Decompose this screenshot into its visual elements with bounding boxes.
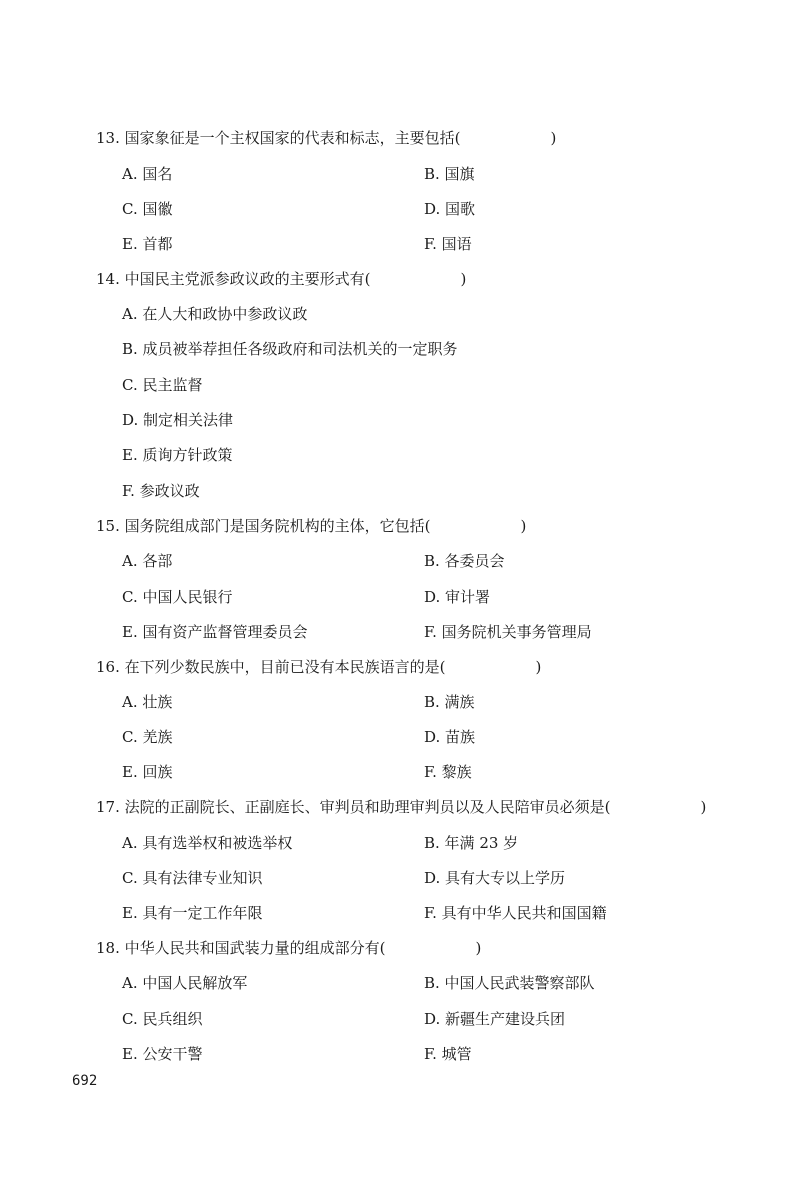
question-14-option-b: B. 成员被举荐担任各级政府和司法机关的一定职务 bbox=[122, 340, 458, 358]
question-17-option-c: C. 具有法律专业知识 bbox=[122, 869, 263, 887]
question-number: 15. bbox=[96, 517, 120, 535]
question-15-stem bbox=[96, 516, 526, 536]
question-14-option-a: A. 在人大和政协中参政议政 bbox=[122, 305, 308, 323]
question-15-option-b: B. 各委员会 bbox=[424, 552, 505, 570]
question-text: 国家象征是一个主权国家的代表和标志，主要包括( ) bbox=[124, 129, 557, 147]
question-17-option-b: B. 年满 23 岁 bbox=[424, 834, 519, 852]
question-16-option-c: C. 羌族 bbox=[122, 728, 173, 746]
question-number: 14. bbox=[96, 270, 120, 288]
question-number: 18. bbox=[96, 939, 120, 957]
question-text: 中国民主党派参政议政的主要形式有( ) bbox=[124, 270, 467, 288]
question-16-option-f: F. 黎族 bbox=[424, 763, 472, 781]
question-text: 中华人民共和国武装力量的组成部分有( ) bbox=[124, 939, 482, 957]
question-13-stem bbox=[96, 128, 556, 148]
question-17-option-d: D. 具有大专以上学历 bbox=[424, 869, 566, 887]
question-13-option-c: C. 国徽 bbox=[122, 200, 173, 218]
question-text: 在下列少数民族中，目前已没有本民族语言的是( ) bbox=[124, 658, 542, 676]
question-15-option-c: C. 中国人民银行 bbox=[122, 588, 233, 606]
question-text: 法院的正副院长、正副庭长、审判员和助理审判员以及人民陪审员必须是( ) bbox=[124, 798, 707, 816]
question-17-option-f: F. 具有中华人民共和国国籍 bbox=[424, 904, 607, 922]
question-15-option-e: E. 国有资产监督管理委员会 bbox=[122, 623, 308, 641]
question-18-option-f: F. 城管 bbox=[424, 1045, 472, 1063]
question-15-option-a: A. 各部 bbox=[122, 552, 173, 570]
question-16-stem bbox=[96, 657, 541, 677]
question-14-option-d: D. 制定相关法律 bbox=[122, 411, 234, 429]
question-14-stem bbox=[96, 269, 466, 289]
question-13-option-d: D. 国歌 bbox=[424, 200, 476, 218]
question-16-option-a: A. 壮族 bbox=[122, 693, 173, 711]
question-18-option-c: C. 民兵组织 bbox=[122, 1010, 203, 1028]
question-18-option-d: D. 新疆生产建设兵团 bbox=[424, 1010, 566, 1028]
question-18-option-e: E. 公安干警 bbox=[122, 1045, 203, 1063]
question-13-option-f: F. 国语 bbox=[424, 235, 472, 253]
question-17-option-a: A. 具有选举权和被选举权 bbox=[122, 834, 293, 852]
page-number: 692 bbox=[72, 1073, 98, 1089]
question-17-option-e: E. 具有一定工作年限 bbox=[122, 904, 263, 922]
question-13-option-b: B. 国旗 bbox=[424, 165, 475, 183]
question-number: 17. bbox=[96, 798, 120, 816]
question-15-option-f: F. 国务院机关事务管理局 bbox=[424, 623, 592, 641]
question-14-option-e: E. 质询方针政策 bbox=[122, 446, 233, 464]
question-16-option-d: D. 苗族 bbox=[424, 728, 476, 746]
question-16-option-b: B. 满族 bbox=[424, 693, 475, 711]
question-number: 13. bbox=[96, 129, 120, 147]
question-17-stem bbox=[96, 797, 706, 817]
question-18-option-a: A. 中国人民解放军 bbox=[122, 974, 248, 992]
question-16-option-e: E. 回族 bbox=[122, 763, 173, 781]
question-13-option-e: E. 首都 bbox=[122, 235, 173, 253]
question-15-option-d: D. 审计署 bbox=[424, 588, 491, 606]
question-14-option-c: C. 民主监督 bbox=[122, 376, 203, 394]
question-text: 国务院组成部门是国务院机构的主体，它包括( ) bbox=[124, 517, 527, 535]
question-number: 16. bbox=[96, 658, 120, 676]
question-13-option-a: A. 国名 bbox=[122, 165, 173, 183]
question-18-option-b: B. 中国人民武装警察部队 bbox=[424, 974, 595, 992]
question-18-stem bbox=[96, 938, 481, 958]
question-14-option-f: F. 参政议政 bbox=[122, 482, 200, 500]
